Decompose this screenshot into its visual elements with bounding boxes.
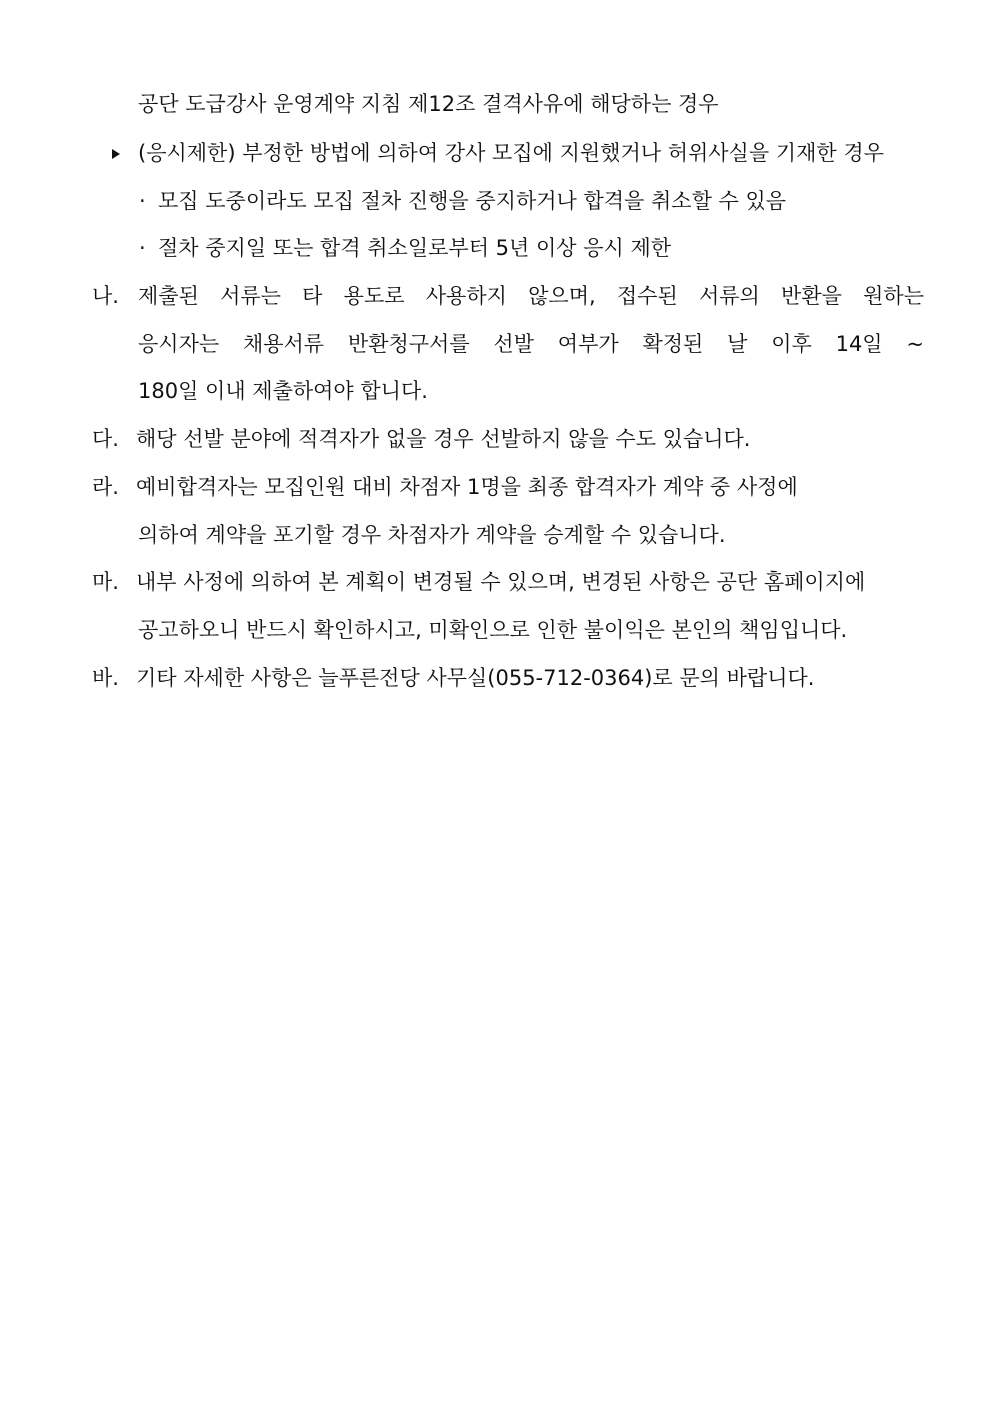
word: 확정된 bbox=[642, 332, 704, 356]
text-line-contact: 기타 자세한 사항은 늘푸른전당 사무실(055-712-0364)로 문의 바랍니다. bbox=[136, 666, 815, 690]
word: 채용서류 bbox=[242, 332, 325, 356]
word: 용도로 bbox=[343, 284, 405, 308]
word: 제출된 bbox=[138, 284, 199, 308]
text-line-reserve-2: 의하여 계약을 포기할 경우 차점자가 계약을 승계할 수 있습니다. bbox=[138, 523, 726, 547]
word: 접수된 bbox=[616, 284, 678, 308]
text-line-cancel-process: 모집 도중이라도 모집 절차 진행을 중지하거나 합격을 취소할 수 있음 bbox=[158, 189, 787, 213]
text-line-documents-return-2 bbox=[138, 330, 924, 358]
text-line-no-qualified: 해당 선발 분야에 적격자가 없을 경우 선발하지 않을 수도 있습니다. bbox=[136, 427, 751, 451]
item-marker-ma: 마. bbox=[92, 570, 119, 594]
word: ~ bbox=[906, 332, 924, 356]
word: 이후 bbox=[771, 332, 812, 356]
word: 원하는 bbox=[863, 284, 924, 308]
word: 여부가 bbox=[557, 332, 619, 356]
item-marker-ra: 라. bbox=[92, 475, 119, 499]
item-marker-ba: 바. bbox=[92, 666, 119, 690]
word: 반환청구서를 bbox=[347, 332, 470, 356]
middle-dot-icon: · bbox=[139, 189, 146, 213]
text-line-plan-change-1: 내부 사정에 의하여 본 계획이 변경될 수 있으며, 변경된 사항은 공단 홈페이지에 bbox=[136, 570, 866, 594]
word: 사용하지 bbox=[425, 284, 507, 308]
text-line-plan-change-2: 공고하오니 반드시 확인하시고, 미확인으로 인한 불이익은 본인의 책임입니다. bbox=[138, 618, 848, 642]
triangle-bullet-icon bbox=[112, 149, 120, 159]
word: 않으며, bbox=[528, 284, 596, 308]
text-line-restriction-period: 절차 중지일 또는 합격 취소일로부터 5년 이상 응시 제한 bbox=[158, 236, 672, 260]
word: 선발 bbox=[493, 332, 534, 356]
word: 14일 bbox=[835, 332, 883, 356]
middle-dot-icon: · bbox=[139, 236, 146, 260]
word: 서류의 bbox=[698, 284, 760, 308]
text-line-documents-return-3: 180일 이내 제출하여야 합니다. bbox=[138, 379, 428, 403]
word: 타 bbox=[302, 284, 323, 308]
item-marker-da: 다. bbox=[92, 427, 119, 451]
word: 서류는 bbox=[220, 284, 281, 308]
text-line-exam-restriction: (응시제한) 부정한 방법에 의하여 강사 모집에 지원했거나 허위사실을 기재한 경우 bbox=[138, 141, 884, 165]
item-marker-na: 나. bbox=[92, 284, 119, 308]
text-line-reserve-1: 예비합격자는 모집인원 대비 차점자 1명을 최종 합격자가 계약 중 사정에 bbox=[136, 475, 798, 499]
word: 반환을 bbox=[781, 284, 842, 308]
text-line-documents-return-1 bbox=[138, 282, 924, 310]
text-line-disqualification: 공단 도급강사 운영계약 지침 제12조 결격사유에 해당하는 경우 bbox=[138, 92, 719, 116]
word: 날 bbox=[727, 332, 748, 356]
word: 응시자는 bbox=[138, 332, 220, 356]
